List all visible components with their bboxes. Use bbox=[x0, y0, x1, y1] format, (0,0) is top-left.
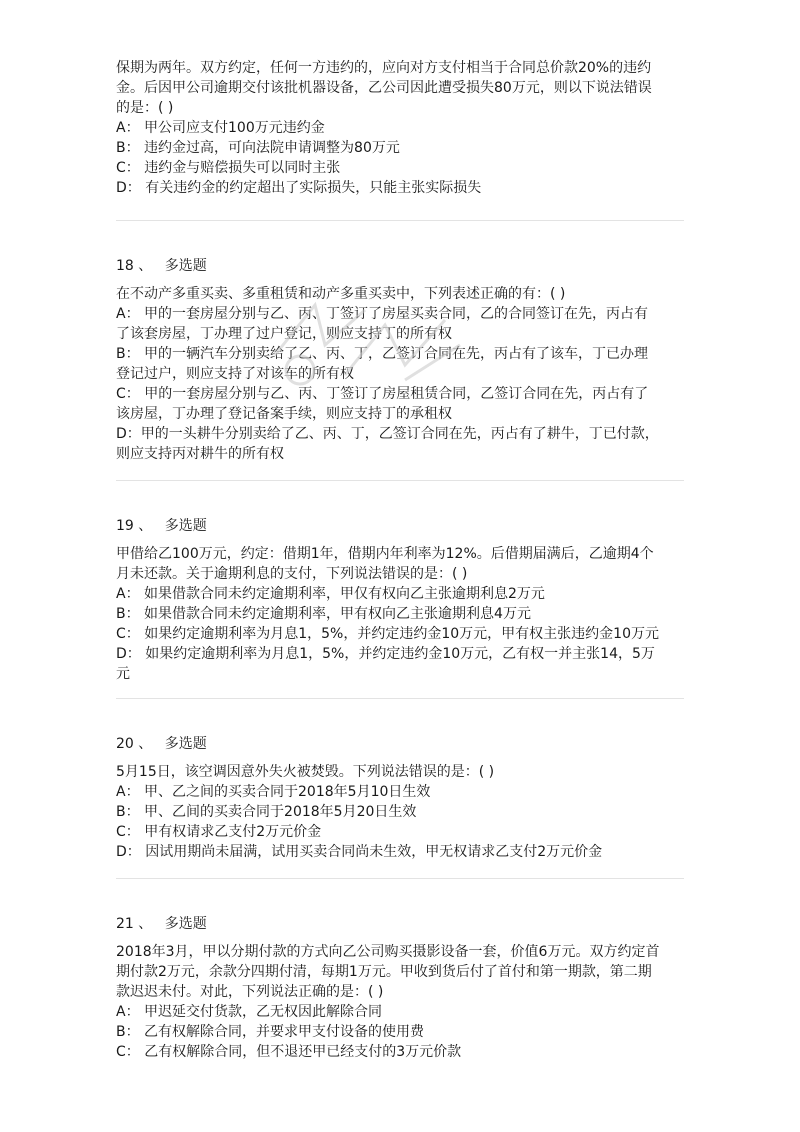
question-number: 21 、 bbox=[116, 916, 153, 932]
question-line: C： 如果约定逾期利率为月息1，5%，并约定违约金10万元，甲有权主张违约金10万元 bbox=[116, 626, 659, 642]
question-line: 甲借给乙100万元，约定：借期1年，借期内年利率为12%。后借期届满后，乙逾期4个 bbox=[116, 546, 654, 562]
question-line: 5月15日，该空调因意外失火被焚毁。下列说法错误的是：( ) bbox=[116, 764, 495, 780]
question-header bbox=[116, 914, 686, 934]
question-17 bbox=[116, 58, 686, 198]
question-stem-line: 保期为两年。双方约定，任何一方违约的，应向对方支付相当于合同总价款20%的违约 bbox=[116, 60, 652, 76]
question-type: 多选题 bbox=[164, 258, 207, 274]
question-line: C： 甲的一套房屋分别与乙、丙、丁签订了房屋租赁合同，乙签订合同在先，丙占有了 bbox=[116, 386, 649, 402]
question-line: 登记过户，则应支持了对该车的所有权 bbox=[116, 366, 354, 382]
question-line: 该房屋，丁办理了登记备案手续，则应支持丁的承租权 bbox=[116, 406, 452, 422]
divider bbox=[116, 698, 684, 699]
question-line: C： 乙有权解除合同，但不退还甲已经支付的3万元价款 bbox=[116, 1044, 462, 1060]
question-line: 2018年3月，甲以分期付款的方式向乙公司购买摄影设备一套，价值6万元。双方约定首 bbox=[116, 944, 660, 960]
question-line: 则应支持丙对耕牛的所有权 bbox=[116, 446, 284, 462]
option-b: B： 违约金过高，可向法院申请调整为80万元 bbox=[116, 140, 400, 156]
question-line: 元 bbox=[116, 666, 130, 682]
question-18 bbox=[116, 256, 686, 464]
option-a: A： 甲公司应支付100万元违约金 bbox=[116, 120, 325, 136]
option-c: C： 违约金与赔偿损失可以同时主张 bbox=[116, 160, 341, 176]
question-line: 月未还款。关于逾期利息的支付，下列说法错误的是：( ) bbox=[116, 566, 468, 582]
question-stem-line: 金。后因甲公司逾期交付该批机器设备，乙公司因此遭受损失80万元，则以下说法错误 bbox=[116, 80, 652, 96]
question-line: B： 如果借款合同未约定逾期利率，甲有权向乙主张逾期利息4万元 bbox=[116, 606, 531, 622]
question-line: 期付款2万元，余款分四期付清，每期1万元。甲收到货后付了首付和第一期款，第二期 bbox=[116, 964, 652, 980]
question-header bbox=[116, 734, 686, 754]
divider bbox=[116, 220, 684, 221]
question-line: A： 甲、乙之间的买卖合同于2018年5月10日生效 bbox=[116, 784, 431, 800]
question-header bbox=[116, 256, 686, 276]
option-d: D： 有关违约金的约定超出了实际损失，只能主张实际损失 bbox=[116, 180, 482, 196]
question-line: 了该套房屋，丁办理了过户登记，则应支持丁的所有权 bbox=[116, 326, 452, 342]
question-line: B： 甲的一辆汽车分别卖给了乙、丙、丁，乙签订合同在先，丙占有了该车，丁已办理 bbox=[116, 346, 649, 362]
question-header bbox=[116, 516, 686, 536]
question-line: B： 甲、乙间的买卖合同于2018年5月20日生效 bbox=[116, 804, 417, 820]
question-stem-line: 的是：( ) bbox=[116, 100, 174, 116]
question-number: 20 、 bbox=[116, 736, 153, 752]
question-line: A： 如果借款合同未约定逾期利率，甲仅有权向乙主张逾期利息2万元 bbox=[116, 586, 545, 602]
question-line: C： 甲有权请求乙支付2万元价金 bbox=[116, 824, 322, 840]
question-type: 多选题 bbox=[164, 518, 207, 534]
question-20 bbox=[116, 734, 686, 862]
question-number: 18 、 bbox=[116, 258, 153, 274]
question-19 bbox=[116, 516, 686, 684]
question-type: 多选题 bbox=[164, 736, 207, 752]
question-line: D： 如果约定逾期利率为月息1，5%，并约定违约金10万元，乙有权一并主张14，5万 bbox=[116, 646, 655, 662]
question-line: A： 甲迟延交付货款，乙无权因此解除合同 bbox=[116, 1004, 383, 1020]
divider bbox=[116, 480, 684, 481]
question-line: D：甲的一头耕牛分别卖给了乙、丙、丁，乙签订合同在先，丙占有了耕牛，丁已付款， bbox=[116, 426, 659, 442]
question-21 bbox=[116, 914, 686, 1062]
question-line: 在不动产多重买卖、多重租赁和动产多重买卖中，下列表述正确的有：( ) bbox=[116, 286, 566, 302]
question-line: 款迟迟未付。对此，下列说法正确的是：( ) bbox=[116, 984, 384, 1000]
question-line: B： 乙有权解除合同，并要求甲支付设备的使用费 bbox=[116, 1024, 425, 1040]
question-type: 多选题 bbox=[164, 916, 207, 932]
question-line: A： 甲的一套房屋分别与乙、丙、丁签订了房屋买卖合同，乙的合同签订在先，丙占有 bbox=[116, 306, 649, 322]
question-number: 19 、 bbox=[116, 518, 153, 534]
question-line: D： 因试用期尚未届满，试用买卖合同尚未生效，甲无权请求乙支付2万元价金 bbox=[116, 844, 603, 860]
divider bbox=[116, 878, 684, 879]
